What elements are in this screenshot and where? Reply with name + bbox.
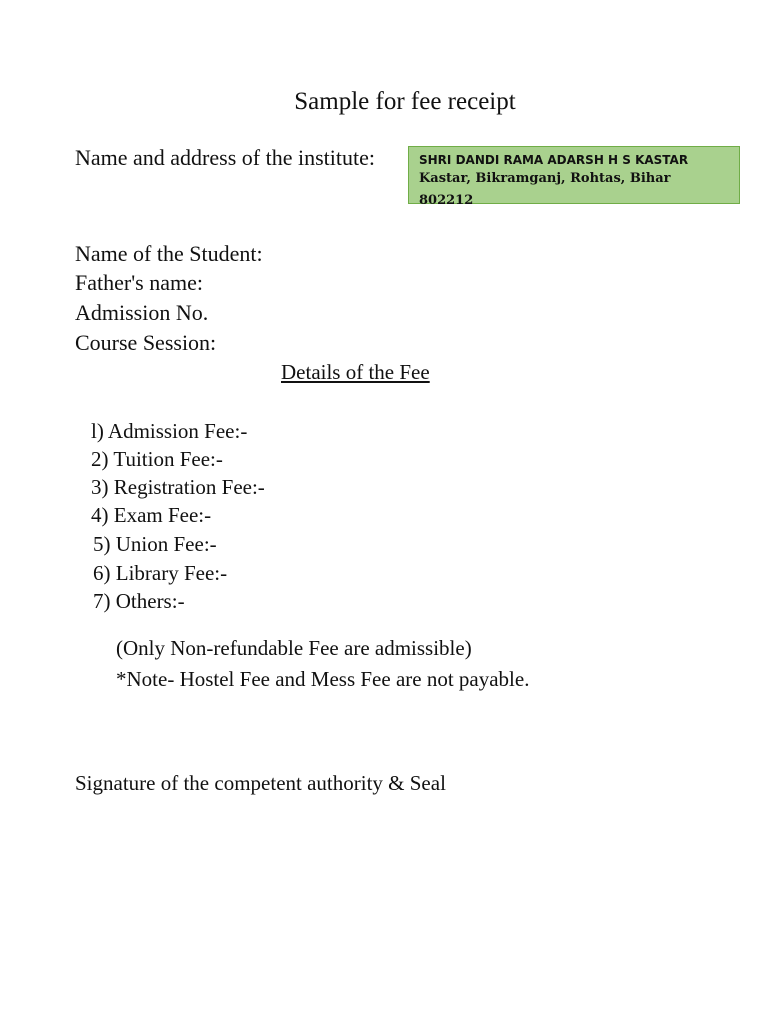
non-refundable-note: (Only Non-refundable Fee are admissible) xyxy=(116,636,472,660)
institute-box xyxy=(408,146,740,208)
course-session-label: Course Session: xyxy=(75,330,217,355)
fee-item-union: 5) Union Fee:- xyxy=(93,532,217,556)
fee-item-exam: 4) Exam Fee:- xyxy=(91,503,212,527)
fee-item-registration: 3) Registration Fee:- xyxy=(91,475,265,499)
fee-item-others: 7) Others:- xyxy=(93,589,185,613)
institute-name: SHRI DANDI RAMA ADARSH H S KASTAR xyxy=(419,153,689,167)
father-name-label: Father's name: xyxy=(75,270,203,295)
institute-address: Kastar, Bikramganj, Rohtas, Bihar 802212 xyxy=(419,171,671,208)
admission-no-label: Admission No. xyxy=(75,300,209,325)
fee-item-library: 6) Library Fee:- xyxy=(93,561,228,585)
signature-line: Signature of the competent authority & Seal xyxy=(75,771,446,795)
fee-item-admission: l) Admission Fee:- xyxy=(91,419,248,443)
student-name-label: Name of the Student: xyxy=(75,241,263,266)
details-heading: Details of the Fee xyxy=(281,360,430,384)
institute-label: Name and address of the institute: xyxy=(75,145,375,170)
page-title: Sample for fee receipt xyxy=(294,88,516,115)
hostel-note: *Note- Hostel Fee and Mess Fee are not payable. xyxy=(116,667,530,691)
fee-item-tuition: 2) Tuition Fee:- xyxy=(91,447,223,471)
